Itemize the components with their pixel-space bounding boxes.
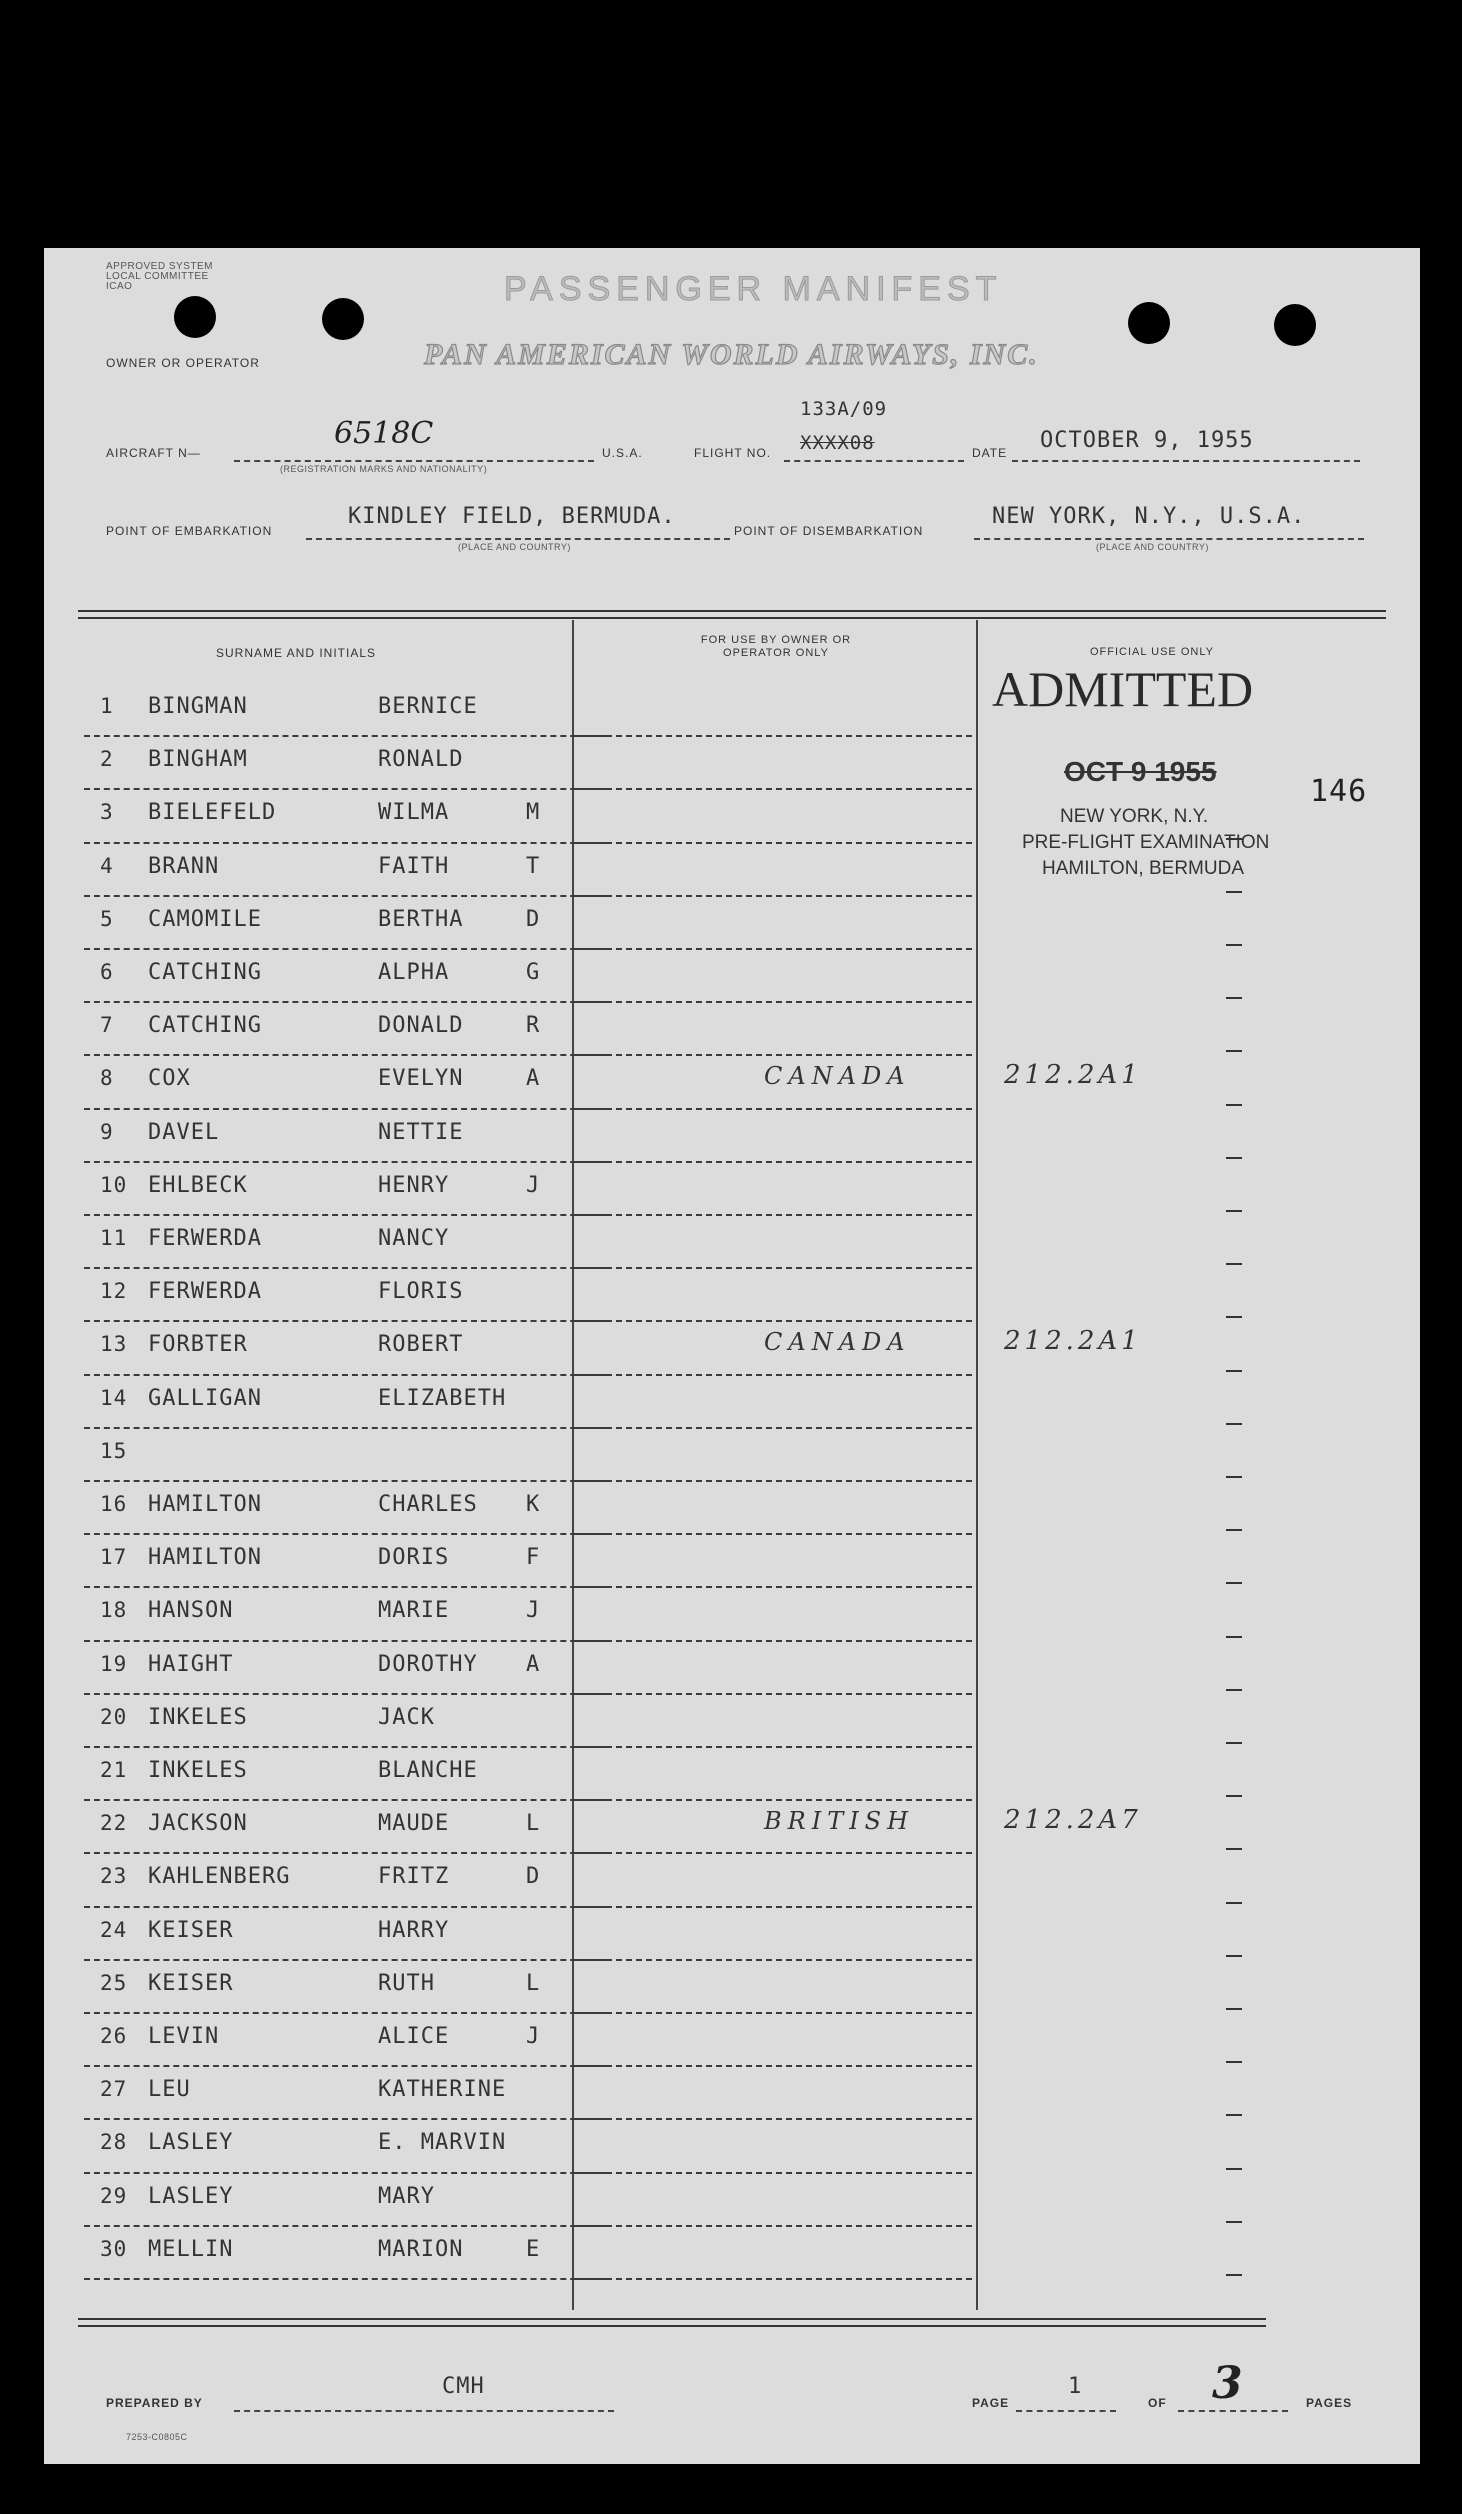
passenger-initial: R — [526, 1013, 541, 1039]
table-row — [44, 1058, 1420, 1111]
official-tick — [1226, 1636, 1242, 1638]
flight-label: FLIGHT NO. — [694, 446, 772, 460]
usa-label: U.S.A. — [602, 446, 643, 460]
passenger-initial: E — [526, 2236, 541, 2262]
passenger-initial: D — [526, 906, 541, 932]
row-number: 10 — [100, 1172, 128, 1197]
stamp-place: HAMILTON, BERMUDA — [1042, 858, 1244, 879]
passenger-surname: CAMOMILE — [148, 906, 262, 932]
passenger-initial: M — [526, 800, 541, 826]
official-tick — [1226, 1423, 1242, 1425]
owner-note: BRITISH — [764, 1807, 915, 1836]
row-number: 15 — [100, 1438, 128, 1463]
passenger-surname: INKELES — [148, 1704, 248, 1730]
passenger-given-name: NANCY — [378, 1226, 450, 1251]
table-row — [44, 1803, 1420, 1856]
row-number: 6 — [100, 960, 114, 984]
place-caption: (PLACE AND COUNTRY) — [458, 542, 571, 552]
table-row — [44, 952, 1420, 1005]
table-row — [44, 2122, 1420, 2175]
passenger-initial: J — [526, 1598, 541, 1624]
table-row — [44, 1378, 1420, 1431]
passenger-given-name: E. MARVIN — [378, 2130, 507, 2156]
passenger-given-name: MARY — [378, 2183, 435, 2209]
passenger-surname: FERWERDA — [148, 1226, 262, 1251]
official-tick — [1226, 1689, 1242, 1691]
official-tick — [1226, 1848, 1242, 1850]
passenger-given-name: DOROTHY — [378, 1651, 478, 1677]
official-tick — [1226, 891, 1242, 893]
row-number: 1 — [100, 694, 114, 718]
row-number: 25 — [100, 1970, 128, 1995]
passenger-count: 146 — [1310, 774, 1368, 809]
passenger-initial: A — [526, 1066, 541, 1092]
passenger-given-name: FAITH — [378, 853, 450, 879]
table-row — [44, 1750, 1420, 1803]
official-code: 212.2A1 — [1004, 1326, 1142, 1357]
table-row — [44, 899, 1420, 952]
passenger-given-name: ALPHA — [378, 960, 450, 985]
passenger-surname: BINGHAM — [148, 747, 248, 773]
passenger-given-name: NETTIE — [378, 1119, 464, 1145]
row-number: 22 — [100, 1811, 128, 1836]
aircraft-value: 6518C — [334, 416, 434, 451]
passenger-given-name: HENRY — [378, 1172, 450, 1198]
row-number: 16 — [100, 1492, 128, 1516]
disembark-value: NEW YORK, N.Y., U.S.A. — [992, 504, 1306, 529]
passenger-given-name: MARIE — [378, 1598, 450, 1624]
passenger-given-name: ELIZABETH — [378, 1385, 507, 1411]
admitted-stamp: ADMITTED — [992, 661, 1254, 717]
passenger-given-name: CHARLES — [378, 1492, 478, 1517]
page-value: 1 — [1068, 2374, 1083, 2399]
passenger-surname: LASLEY — [148, 2183, 234, 2209]
form-number: 7253-C0805C — [126, 2432, 188, 2442]
passenger-surname: FERWERDA — [148, 1279, 262, 1305]
table-row — [44, 2016, 1420, 2069]
passenger-surname: GALLIGAN — [148, 1385, 262, 1411]
row-number: 20 — [100, 1704, 128, 1729]
passenger-given-name: RONALD — [378, 747, 464, 773]
table-row — [44, 1537, 1420, 1590]
form-title: PASSENGER MANIFEST — [504, 270, 1003, 308]
row-number: 8 — [100, 1066, 114, 1091]
row-number: 11 — [100, 1226, 128, 1250]
row-number: 14 — [100, 1385, 128, 1410]
embark-value: KINDLEY FIELD, BERMUDA. — [348, 504, 676, 529]
passenger-initial: J — [526, 2024, 541, 2049]
passenger-given-name: MAUDE — [378, 1811, 450, 1837]
approval-text: APPROVED SYSTEM LOCAL COMMITTEE ICAO — [106, 261, 213, 292]
row-number: 13 — [100, 1332, 128, 1357]
passenger-surname: BINGMAN — [148, 694, 248, 719]
row-number: 3 — [100, 800, 114, 825]
row-number: 24 — [100, 1917, 128, 1942]
passenger-given-name: JACK — [378, 1704, 435, 1730]
passenger-surname: LASLEY — [148, 2130, 234, 2156]
row-number: 26 — [100, 2024, 128, 2048]
passenger-surname: LEVIN — [148, 2024, 220, 2049]
official-tick — [1226, 2274, 1242, 2276]
official-tick — [1226, 1104, 1242, 1106]
passenger-initial: A — [526, 1651, 541, 1677]
owner-note: CANADA — [764, 1062, 911, 1091]
stamp-city: NEW YORK, N.Y. — [1060, 806, 1209, 827]
manifest-page — [44, 248, 1420, 2464]
official-tick — [1226, 1210, 1242, 1212]
table-row — [44, 1218, 1420, 1271]
registration-caption: (REGISTRATION MARKS AND NATIONALITY) — [280, 464, 488, 474]
passenger-surname: EHLBECK — [148, 1172, 248, 1198]
official-tick — [1226, 1157, 1242, 1159]
punch-hole — [1128, 302, 1170, 344]
table-row — [44, 1005, 1420, 1058]
passenger-given-name: BERTHA — [378, 906, 464, 932]
official-tick — [1226, 1582, 1242, 1584]
table-row — [44, 1324, 1420, 1377]
official-tick — [1226, 1742, 1242, 1744]
official-tick — [1226, 1370, 1242, 1372]
table-row — [44, 1963, 1420, 2016]
date-value: OCTOBER 9, 1955 — [1040, 428, 1254, 453]
passenger-initial: D — [526, 1864, 541, 1890]
aircraft-label: AIRCRAFT N— — [106, 446, 201, 460]
row-number: 29 — [100, 2183, 128, 2208]
punch-hole — [322, 298, 364, 340]
passenger-surname: HAMILTON — [148, 1545, 262, 1571]
passenger-initial: T — [526, 853, 541, 879]
official-tick — [1226, 2168, 1242, 2170]
stamp-date: OCT 9 1955 — [1064, 756, 1217, 787]
passenger-given-name: MARION — [378, 2236, 464, 2262]
official-tick — [1226, 997, 1242, 999]
prepared-value: CMH — [442, 2374, 485, 2399]
passenger-surname: LEU — [148, 2077, 191, 2103]
passenger-surname: HANSON — [148, 1598, 234, 1624]
punch-hole — [1274, 304, 1316, 346]
row-number: 5 — [100, 906, 114, 931]
column-header-names: SURNAME AND INITIALS — [216, 646, 377, 660]
owner-note: CANADA — [764, 1328, 911, 1357]
row-number: 21 — [100, 1758, 128, 1782]
table-row — [44, 1910, 1420, 1963]
row-number: 7 — [100, 1013, 114, 1038]
table-row — [44, 1590, 1420, 1643]
passenger-surname: DAVEL — [148, 1119, 220, 1145]
pages-label: PAGES — [1306, 2396, 1353, 2410]
official-tick — [1226, 2061, 1242, 2063]
passenger-surname: HAMILTON — [148, 1492, 262, 1517]
passenger-surname: JACKSON — [148, 1811, 248, 1837]
passenger-initial: L — [526, 1811, 541, 1837]
passenger-given-name: FLORIS — [378, 1279, 464, 1305]
passenger-initial: L — [526, 1970, 541, 1996]
flight-value: 133A/09 — [800, 398, 888, 420]
passenger-surname: CATCHING — [148, 1013, 262, 1039]
table-row — [44, 1271, 1420, 1324]
row-number: 27 — [100, 2077, 128, 2102]
passenger-initial: F — [526, 1545, 541, 1571]
official-tick — [1226, 1529, 1242, 1531]
table-row — [44, 1484, 1420, 1537]
passenger-initial: J — [526, 1172, 541, 1198]
passenger-given-name: EVELYN — [378, 1066, 464, 1092]
official-tick — [1226, 1955, 1242, 1957]
official-tick — [1226, 1316, 1242, 1318]
prepared-label: PREPARED BY — [106, 2396, 203, 2410]
table-row — [44, 1644, 1420, 1697]
airline-name: PAN AMERICAN WORLD AIRWAYS, INC. — [424, 338, 1039, 371]
of-value: 3 — [1212, 2358, 1243, 2409]
row-number: 9 — [100, 1119, 114, 1144]
official-tick — [1226, 2221, 1242, 2223]
embark-label: POINT OF EMBARKATION — [106, 524, 273, 538]
row-number: 28 — [100, 2130, 128, 2155]
table-row — [44, 1431, 1420, 1484]
passenger-surname: FORBTER — [148, 1332, 248, 1358]
flight-struck: XXXX08 — [800, 432, 875, 454]
passenger-surname: CATCHING — [148, 960, 262, 985]
official-tick — [1226, 2008, 1242, 2010]
passenger-surname: KEISER — [148, 1917, 234, 1943]
official-tick — [1226, 1476, 1242, 1478]
table-row — [44, 1112, 1420, 1165]
official-tick — [1226, 944, 1242, 946]
passenger-surname: INKELES — [148, 1758, 248, 1783]
passenger-given-name: DONALD — [378, 1013, 464, 1039]
passenger-given-name: RUTH — [378, 1970, 435, 1996]
passenger-surname: BRANN — [148, 853, 220, 879]
official-tick — [1226, 1263, 1242, 1265]
passenger-given-name: FRITZ — [378, 1864, 450, 1890]
passenger-given-name: HARRY — [378, 1917, 450, 1943]
official-tick — [1226, 1902, 1242, 1904]
table-row — [44, 2176, 1420, 2229]
official-tick — [1226, 1795, 1242, 1797]
row-number: 19 — [100, 1651, 128, 1676]
passenger-initial: G — [526, 960, 541, 985]
passenger-given-name: ALICE — [378, 2024, 450, 2049]
row-number: 23 — [100, 1864, 128, 1889]
punch-hole — [174, 296, 216, 338]
passenger-given-name: KATHERINE — [378, 2077, 507, 2103]
row-number: 17 — [100, 1545, 128, 1570]
passenger-surname: BIELEFELD — [148, 800, 277, 826]
passenger-given-name: BERNICE — [378, 694, 478, 719]
column-header-owner: FOR USE BY OWNER OR OPERATOR ONLY — [700, 634, 852, 659]
passenger-given-name: BLANCHE — [378, 1758, 478, 1783]
stamp-exam: PRE-FLIGHT EXAMINATION — [1022, 832, 1270, 853]
passenger-given-name: ROBERT — [378, 1332, 464, 1358]
official-code: 212.2A1 — [1004, 1060, 1142, 1091]
of-label: OF — [1148, 2396, 1167, 2410]
column-header-official: OFFICIAL USE ONLY — [1090, 646, 1214, 658]
passenger-initial: K — [526, 1492, 541, 1517]
official-code: 212.2A7 — [1004, 1805, 1142, 1836]
table-row — [44, 1856, 1420, 1909]
passenger-surname: KEISER — [148, 1970, 234, 1996]
page-label: PAGE — [972, 2396, 1010, 2410]
passenger-surname: HAIGHT — [148, 1651, 234, 1677]
passenger-given-name: WILMA — [378, 800, 450, 826]
row-number: 30 — [100, 2236, 128, 2261]
row-number: 12 — [100, 1279, 128, 1304]
passenger-surname: COX — [148, 1066, 191, 1092]
owner-label: OWNER OR OPERATOR — [106, 356, 260, 370]
official-tick — [1226, 1050, 1242, 1052]
passenger-given-name: DORIS — [378, 1545, 450, 1571]
table-row — [44, 1165, 1420, 1218]
row-number: 2 — [100, 747, 114, 772]
row-number: 4 — [100, 853, 114, 878]
passenger-surname: KAHLENBERG — [148, 1864, 291, 1890]
disembark-label: POINT OF DISEMBARKATION — [734, 524, 924, 538]
date-label: DATE — [972, 446, 1008, 460]
table-row — [44, 2229, 1420, 2282]
table-row — [44, 2069, 1420, 2122]
row-number: 18 — [100, 1598, 128, 1623]
official-tick — [1226, 2114, 1242, 2116]
passenger-surname: MELLIN — [148, 2236, 234, 2262]
table-row — [44, 1697, 1420, 1750]
place-caption: (PLACE AND COUNTRY) — [1096, 542, 1209, 552]
